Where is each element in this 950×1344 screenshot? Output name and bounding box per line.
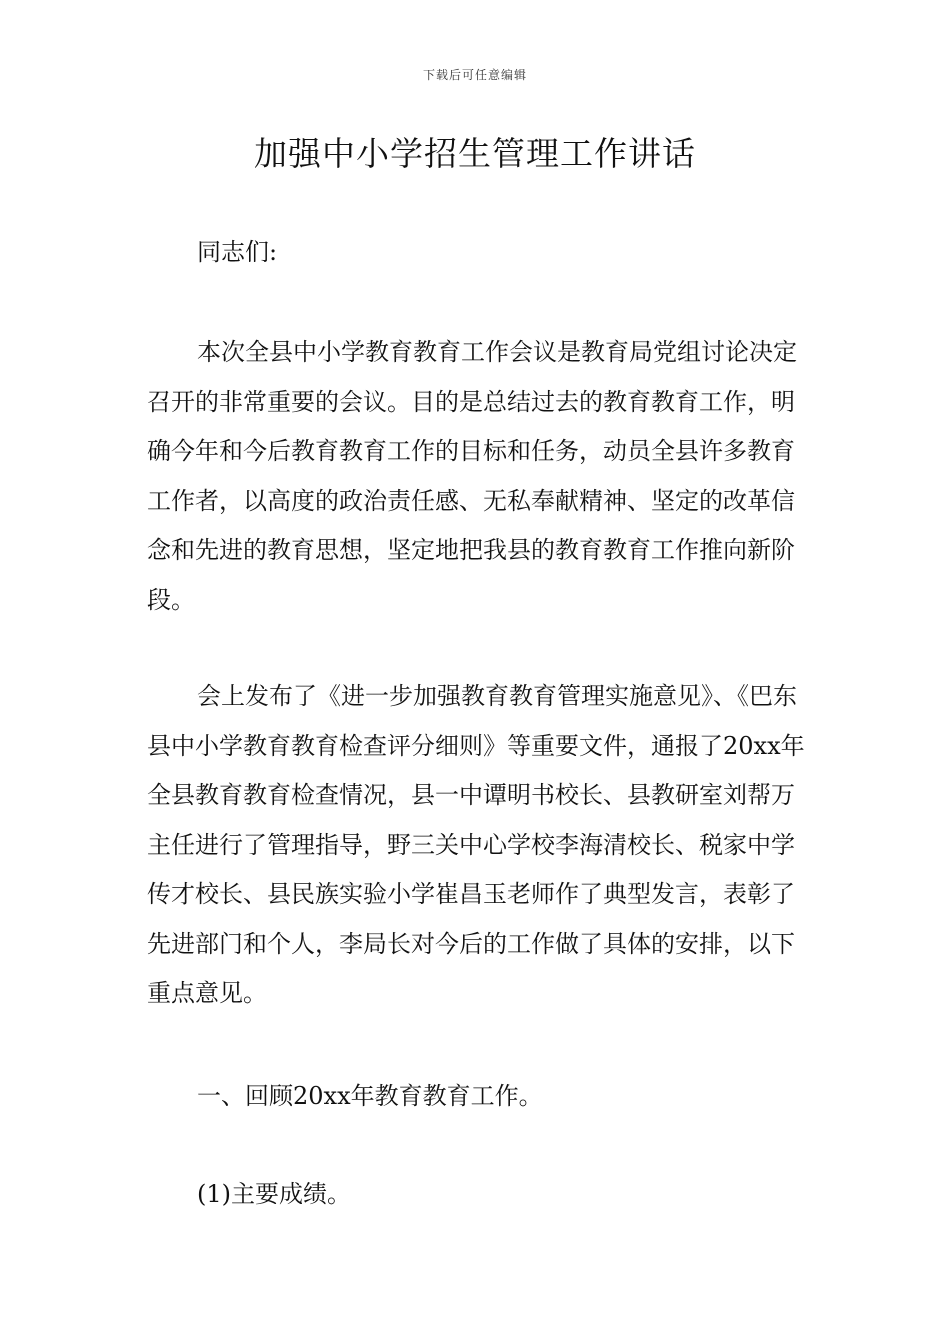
document-title: 加强中小学招生管理工作讲话 xyxy=(254,134,696,173)
section-heading: 一、回顾20xx年教育教育工作。 xyxy=(197,1082,543,1110)
salutation: 同志们: xyxy=(197,238,278,266)
paragraph-intro: 本次全县中小学教育教育工作会议是教育局党组讨论决定召开的非常重要的会议。目的是总结过去的教育教育工作，明确今年和今后教育教育工作的目标和任务，动员全县许多教育工作者，以高度的政治责任感、无私奉献精神、坚定的改革信念和先进的教育思想，坚定地把我县的教育教育工作推向新阶段。 xyxy=(147,338,797,614)
header-note: 下载后可任意编辑 xyxy=(422,68,527,82)
paragraph-meeting-summary: 会上发布了《进一步加强教育教育管理实施意见》、《巴东县中小学教育教育检查评分细则》等重要文件，通报了20xx年全县教育教育检查情况，县一中谭明书校长、县教研室刘帮万主任进行了管理指导，野三关中心学校李海清校长、税家中学传才校长、县民族实验小学崔昌玉老师作了典型发言，表彰了先进部门和个人，李局长对今后的工作做了具体的安排，以下重点意见。 xyxy=(147,682,805,1007)
subsection-heading: (1)主要成绩。 xyxy=(197,1180,351,1208)
